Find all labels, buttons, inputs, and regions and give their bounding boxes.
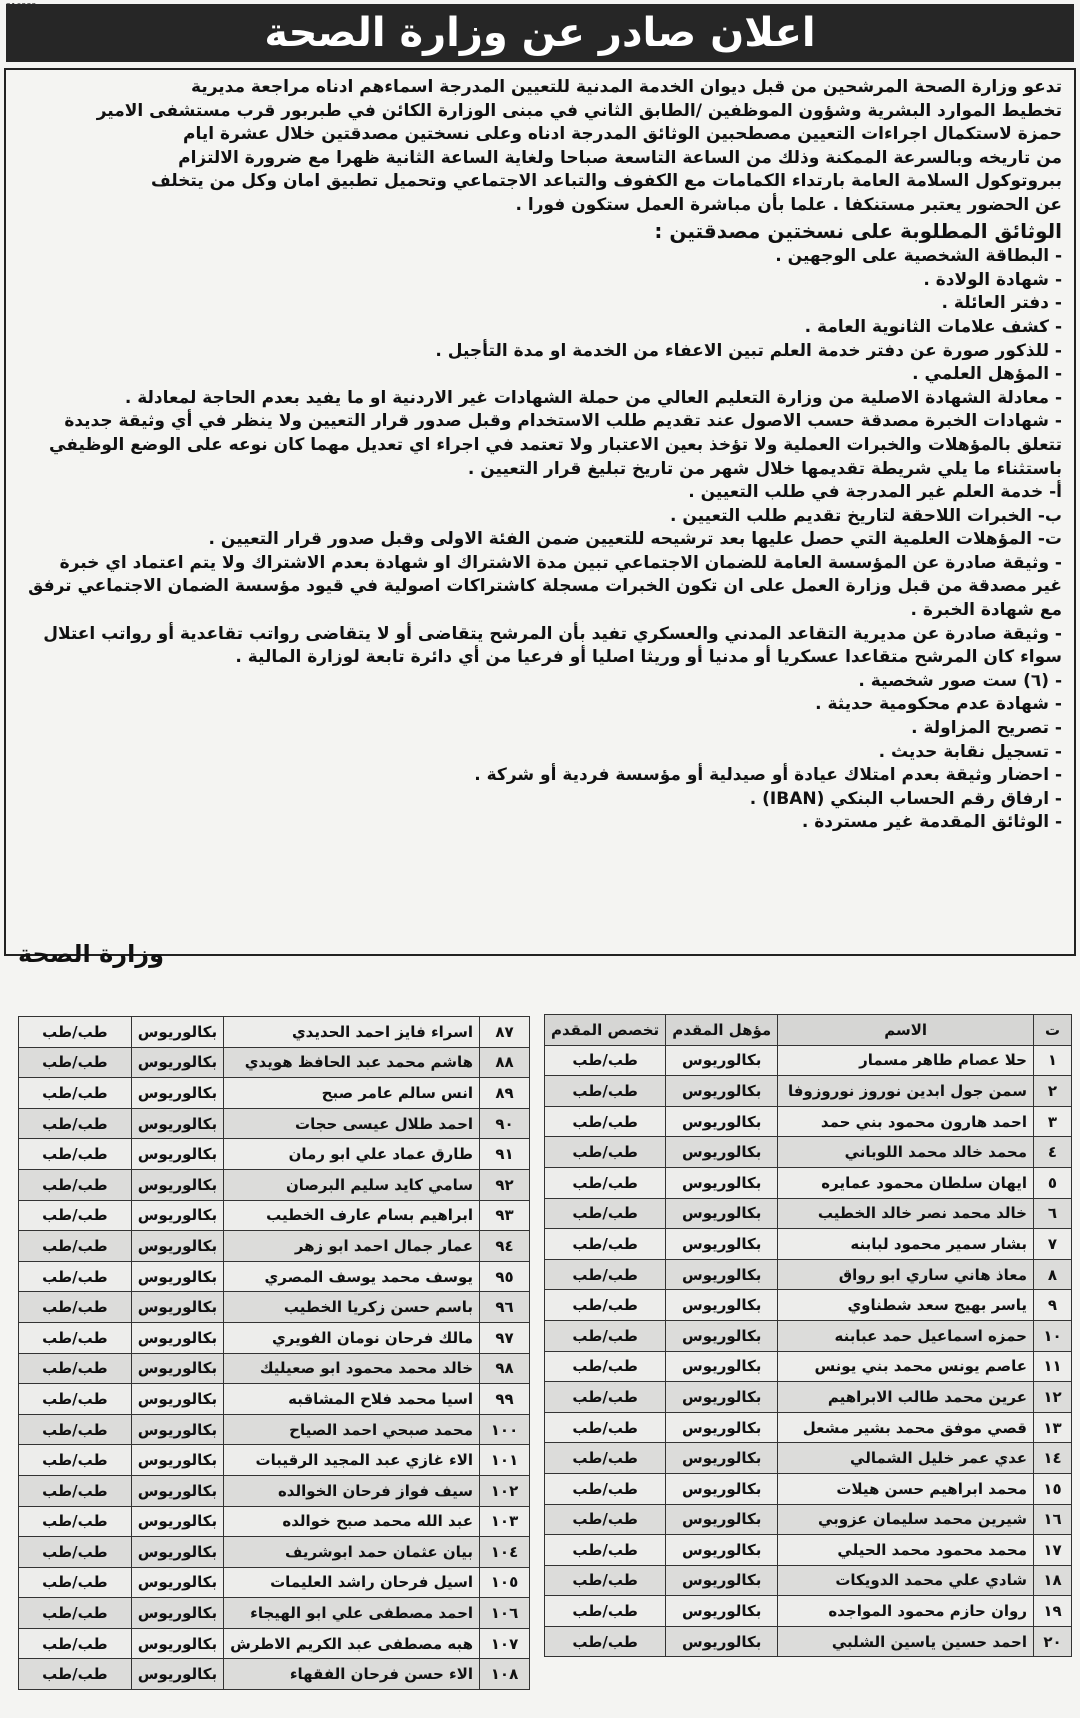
qualification-cell: بكالوريوس	[131, 1139, 223, 1170]
table-row	[19, 1598, 530, 1629]
table-row	[545, 1412, 1072, 1443]
table-row	[545, 1473, 1072, 1504]
qualification-cell: بكالوريوس	[131, 1567, 223, 1598]
qualification-cell: بكالوريوس	[666, 1229, 778, 1260]
candidate-name: عرين محمد طالب الابراهيم	[778, 1382, 1034, 1413]
row-number: ٩٢	[480, 1169, 530, 1200]
specialization-cell: طب/طب	[19, 1628, 132, 1659]
document-item: - الوثائق المقدمة غير مستردة .	[801, 812, 1062, 833]
candidate-name: سامي كايد سليم البرصان	[224, 1169, 480, 1200]
document-item: تتعلق بالمؤهلات والخبرات العملية ولا تؤخذ بعين الاعتبار ولا تعتمد في اجراء اي تعديل مهما كان نوعه على الوضع الوظيفي	[49, 434, 1062, 455]
qualification-cell: بكالوريوس	[131, 1598, 223, 1629]
candidate-name: هاشم محمد عبد الحافظ هويدي	[224, 1047, 480, 1078]
table-row	[545, 1565, 1072, 1596]
row-number: ١٧	[1034, 1535, 1072, 1566]
row-number: ٥	[1034, 1167, 1072, 1198]
qualification-cell: بكالوريوس	[131, 1108, 223, 1139]
qualification-cell: بكالوريوس	[131, 1445, 223, 1476]
specialization-cell: طب/طب	[545, 1473, 666, 1504]
table-row	[545, 1596, 1072, 1627]
specialization-cell: طب/طب	[545, 1259, 666, 1290]
specialization-cell: طب/طب	[19, 1322, 132, 1353]
candidate-name: سيف فواز فرحان الخوالده	[224, 1475, 480, 1506]
document-item: - احضار وثيقة بعدم امتلاك عيادة أو صيدلية أو مؤسسة فردية أو شركة .	[474, 765, 1062, 786]
specialization-cell: طب/طب	[545, 1596, 666, 1627]
page-title: اعلان صادر عن وزارة الصحة	[6, 4, 1074, 62]
candidate-name: اسيا محمد فلاح المشاقبه	[224, 1384, 480, 1415]
row-number: ١٠٣	[480, 1506, 530, 1537]
document-item: - دفتر العائلة .	[941, 293, 1062, 314]
qualification-cell: بكالوريوس	[131, 1506, 223, 1537]
specialization-cell: طب/طب	[19, 1017, 132, 1048]
candidate-name: حمزه اسماعيل حمد عبابنه	[778, 1320, 1034, 1351]
candidate-name: هبه مصطفى عبد الكريم الاطرش	[224, 1628, 480, 1659]
candidate-name: شادي علي محمد الدويكات	[778, 1565, 1034, 1596]
row-number: ٩١	[480, 1139, 530, 1170]
candidate-name: بشار سمير محمود لبابنه	[778, 1229, 1034, 1260]
specialization-cell: طب/طب	[545, 1382, 666, 1413]
intro-line: من تاريخه وبالسرعة الممكنة وذلك من الساعة التاسعة صباحا ولغاية الساعة الثانية ظهرا مع ضرورة الالتزام	[178, 147, 1062, 168]
document-item: - البطاقة الشخصية على الوجهين .	[775, 246, 1062, 267]
candidate-name: روان حازم محمود المواجده	[778, 1596, 1034, 1627]
candidates-table-right	[544, 1014, 1072, 1657]
required-documents-list	[18, 245, 1062, 835]
table-row	[19, 1200, 530, 1231]
row-number: ٩٠	[480, 1108, 530, 1139]
candidates-table-left	[18, 1016, 530, 1690]
row-number: ٨	[1034, 1259, 1072, 1290]
specialization-cell: طب/طب	[545, 1290, 666, 1321]
row-number: ١٦	[1034, 1504, 1072, 1535]
table-row	[545, 1106, 1072, 1137]
qualification-cell: بكالوريوس	[131, 1292, 223, 1323]
specialization-cell: طب/طب	[19, 1384, 132, 1415]
qualification-cell: بكالوريوس	[131, 1475, 223, 1506]
table-row	[19, 1139, 530, 1170]
table-row	[545, 1259, 1072, 1290]
row-number: ١٠٥	[480, 1567, 530, 1598]
qualification-cell: بكالوريوس	[666, 1167, 778, 1198]
table-row	[545, 1535, 1072, 1566]
document-item: - (٦) ست صور شخصية .	[858, 670, 1062, 691]
row-number: ٩٣	[480, 1200, 530, 1231]
header-qualification: مؤهل المقدم	[666, 1015, 778, 1046]
candidate-name: محمد ابراهيم حسن هيلات	[778, 1473, 1034, 1504]
document-item: ت- المؤهلات العلمية التي حصل عليها بعد ترشيحه للتعيين ضمن الفئة الاولى وقبل صدور قرار التعيين .	[208, 529, 1062, 550]
specialization-cell: طب/طب	[545, 1565, 666, 1596]
specialization-cell: طب/طب	[19, 1414, 132, 1445]
candidate-name: محمد صبحي احمد الصياح	[224, 1414, 480, 1445]
table-row	[19, 1353, 530, 1384]
qualification-cell: بكالوريوس	[131, 1231, 223, 1262]
row-number: ٦	[1034, 1198, 1072, 1229]
table-row	[19, 1017, 530, 1048]
row-number: ١٠١	[480, 1445, 530, 1476]
table-row	[545, 1137, 1072, 1168]
candidate-name: اسراء فايز احمد الحديدي	[224, 1017, 480, 1048]
candidate-name: احمد حسين ياسين الشلبي	[778, 1626, 1034, 1657]
qualification-cell: بكالوريوس	[131, 1047, 223, 1078]
table-row	[545, 1076, 1072, 1107]
row-number: ٨٩	[480, 1078, 530, 1109]
specialization-cell: طب/طب	[19, 1108, 132, 1139]
document-item: - تسجيل نقابة حديث .	[878, 741, 1062, 762]
announcement-body	[18, 76, 1062, 835]
table-row	[545, 1382, 1072, 1413]
header-specialization: تخصص المقدم	[545, 1015, 666, 1046]
specialization-cell: طب/طب	[19, 1506, 132, 1537]
specialization-cell: طب/طب	[19, 1475, 132, 1506]
specialization-cell: طب/طب	[19, 1231, 132, 1262]
row-number: ٩	[1034, 1290, 1072, 1321]
specialization-cell: طب/طب	[545, 1626, 666, 1657]
document-item: باستثناء ما يلي شريطة تقديمها خلال شهر من تاريخ تبليغ قرار التعيين .	[467, 458, 1062, 479]
candidate-name: شيرين محمد سليمان عزوبي	[778, 1504, 1034, 1535]
candidate-name: يوسف محمد يوسف المصري	[224, 1261, 480, 1292]
qualification-cell: بكالوريوس	[666, 1626, 778, 1657]
row-number: ١٠٢	[480, 1475, 530, 1506]
specialization-cell: طب/طب	[545, 1504, 666, 1535]
specialization-cell: طب/طب	[19, 1200, 132, 1231]
specialization-cell: طب/طب	[545, 1167, 666, 1198]
candidate-name: احمد هارون محمود بني حمد	[778, 1106, 1034, 1137]
candidate-name: احمد مصطفى علي ابو الهيجاء	[224, 1598, 480, 1629]
row-number: ١٩	[1034, 1596, 1072, 1627]
row-number: ٣	[1034, 1106, 1072, 1137]
table-row	[19, 1261, 530, 1292]
specialization-cell: طب/طب	[545, 1535, 666, 1566]
table-row	[19, 1628, 530, 1659]
specialization-cell: طب/طب	[19, 1139, 132, 1170]
intro-line: حمزة لاستكمال اجراءات التعيين مصطحبين الوثائق المدرجة ادناه وعلى نسختين مصدقتين خلال عشرة ايام	[183, 124, 1062, 145]
row-number: ٨٧	[480, 1017, 530, 1048]
row-number: ٢٠	[1034, 1626, 1072, 1657]
candidate-name: حلا عصام طاهر مسمار	[778, 1045, 1034, 1076]
table-row	[19, 1384, 530, 1415]
table-row	[19, 1506, 530, 1537]
specialization-cell: طب/طب	[19, 1659, 132, 1690]
specialization-cell: طب/طب	[19, 1078, 132, 1109]
table-row	[19, 1445, 530, 1476]
candidate-name: معاذ هاني ساري ابو رواق	[778, 1259, 1034, 1290]
row-number: ٩٦	[480, 1292, 530, 1323]
table-row	[545, 1045, 1072, 1076]
qualification-cell: بكالوريوس	[666, 1290, 778, 1321]
document-item: - المؤهل العلمي .	[912, 364, 1062, 385]
candidate-name: الاء غازي عبد المجيد الرقيبات	[224, 1445, 480, 1476]
intro-paragraph	[18, 76, 1062, 218]
table-row	[19, 1108, 530, 1139]
document-item: - شهادات الخبرة مصدقة حسب الاصول عند تقديم طلب الاستخدام وقبل صدور قرار التعيين ولا ينظر في أي وثيقة جديدة	[64, 411, 1062, 432]
document-item: ب- الخبرات اللاحقة لتاريخ تقديم طلب التعيين .	[670, 505, 1062, 526]
table-row	[19, 1567, 530, 1598]
candidate-name: خالد محمد نصر خالد الخطيب	[778, 1198, 1034, 1229]
specialization-cell: طب/طب	[545, 1412, 666, 1443]
qualification-cell: بكالوريوس	[666, 1106, 778, 1137]
qualification-cell: بكالوريوس	[131, 1659, 223, 1690]
qualification-cell: بكالوريوس	[131, 1017, 223, 1048]
candidate-name: خالد محمد محمود ابو صعيليك	[224, 1353, 480, 1384]
candidate-name: قصي موفق محمد بشير مشعل	[778, 1412, 1034, 1443]
qualification-cell: بكالوريوس	[666, 1412, 778, 1443]
qualification-cell: بكالوريوس	[131, 1537, 223, 1568]
candidate-name: ياسر بهيج سعد شطناوي	[778, 1290, 1034, 1321]
candidate-name: اسيل فرحان راشد العليمات	[224, 1567, 480, 1598]
candidate-name: عمار جمال احمد ابو زهر	[224, 1231, 480, 1262]
row-number: ٩٩	[480, 1384, 530, 1415]
qualification-cell: بكالوريوس	[131, 1169, 223, 1200]
row-number: ١٠٨	[480, 1659, 530, 1690]
qualification-cell: بكالوريوس	[131, 1078, 223, 1109]
table-row	[19, 1047, 530, 1078]
candidate-name: طارق عماد علي ابو رمان	[224, 1139, 480, 1170]
row-number: ٩٥	[480, 1261, 530, 1292]
document-item: - تصريح المزاولة .	[911, 718, 1062, 739]
specialization-cell: طب/طب	[19, 1567, 132, 1598]
qualification-cell: بكالوريوس	[666, 1259, 778, 1290]
specialization-cell: طب/طب	[19, 1353, 132, 1384]
row-number: ٩٧	[480, 1322, 530, 1353]
intro-line: ببروتوكول السلامة العامة بارتداء الكمامات مع الكفوف والتباعد الاجتماعي وتحميل تطبيق امان وكل من يتخلف	[150, 171, 1062, 192]
table-row	[19, 1078, 530, 1109]
qualification-cell: بكالوريوس	[666, 1473, 778, 1504]
row-number: ١٠٦	[480, 1598, 530, 1629]
candidate-name: انس سالم عامر صبح	[224, 1078, 480, 1109]
table-row	[545, 1320, 1072, 1351]
document-item: غير مصدقة من قبل وزارة العمل على ان تكون الخبرات مسجلة كاشتراكات اصولية في قيود مؤسسة الضمان الاجتماعي ترفق	[28, 576, 1062, 597]
intro-line: عن الحضور يعتبر مستنكفا . علما بأن مباشرة العمل ستكون فورا .	[515, 194, 1062, 215]
qualification-cell: بكالوريوس	[131, 1200, 223, 1231]
row-number: ١٢	[1034, 1382, 1072, 1413]
specialization-cell: طب/طب	[545, 1198, 666, 1229]
qualification-cell: بكالوريوس	[666, 1382, 778, 1413]
table-row	[19, 1292, 530, 1323]
table-row	[19, 1537, 530, 1568]
document-item: - وثيقة صادرة عن المؤسسة العامة للضمان الاجتماعي تبين مدة الاشتراك او شهادة بعدم الاشتراك ولا يتم اعتماد اي خبرة	[59, 552, 1062, 573]
document-item: مع شهادة الخبرة .	[910, 600, 1062, 621]
row-number: ١١	[1034, 1351, 1072, 1382]
row-number: ١٥	[1034, 1473, 1072, 1504]
docs-heading: الوثائق المطلوبة على نسختين مصدقتين :	[654, 218, 1062, 243]
document-item: - ارفاق رقم الحساب البنكي (IBAN) .	[749, 788, 1062, 809]
specialization-cell: طب/طب	[545, 1137, 666, 1168]
header-num: ت	[1034, 1015, 1072, 1046]
document-item: سواء كان المرشح متقاعدا عسكريا أو مدنيا أو وريثا اصليا أو فرعيا من أي دائرة تابعة لوزارة المالية .	[235, 647, 1062, 668]
specialization-cell: طب/طب	[545, 1229, 666, 1260]
qualification-cell: بكالوريوس	[666, 1504, 778, 1535]
candidate-name: احمد طلال عيسى حجات	[224, 1108, 480, 1139]
table-row	[545, 1167, 1072, 1198]
row-number: ٨٨	[480, 1047, 530, 1078]
table-row	[545, 1443, 1072, 1474]
candidate-name: باسم حسن زكريا الخطيب	[224, 1292, 480, 1323]
specialization-cell: طب/طب	[19, 1292, 132, 1323]
specialization-cell: طب/طب	[19, 1537, 132, 1568]
qualification-cell: بكالوريوس	[666, 1596, 778, 1627]
candidate-name: ايهان سلطان محمود عمايره	[778, 1167, 1034, 1198]
specialization-cell: طب/طب	[545, 1443, 666, 1474]
table-row	[19, 1475, 530, 1506]
candidate-name: الاء حسن فرحان الفقهاء	[224, 1659, 480, 1690]
row-number: ١٨	[1034, 1565, 1072, 1596]
candidate-name: عبد الله محمد صبح خوالده	[224, 1506, 480, 1537]
table-row	[19, 1414, 530, 1445]
specialization-cell: طب/طب	[19, 1598, 132, 1629]
table-row	[19, 1659, 530, 1690]
specialization-cell: طب/طب	[545, 1351, 666, 1382]
table-row	[545, 1290, 1072, 1321]
candidate-name: مالك فرحان نومان الفويري	[224, 1322, 480, 1353]
candidate-name: محمد خالد محمد اللوباني	[778, 1137, 1034, 1168]
document-item: أ- خدمة العلم غير المدرجة في طلب التعيين .	[688, 482, 1062, 503]
candidate-name: سمن جول ابدين نوروز نوروزوفا	[778, 1076, 1034, 1107]
qualification-cell: بكالوريوس	[666, 1443, 778, 1474]
table-row	[545, 1626, 1072, 1657]
qualification-cell: بكالوريوس	[666, 1045, 778, 1076]
row-number: ١٣	[1034, 1412, 1072, 1443]
document-item: - كشف علامات الثانوية العامة .	[804, 316, 1062, 337]
intro-line: تخطيط الموارد البشرية وشؤون الموظفين /الطابق الثاني في مبنى الوزارة الكائن في طبربور قرب مستشفى الامير	[96, 100, 1062, 121]
row-number: ١٠٠	[480, 1414, 530, 1445]
qualification-cell: بكالوريوس	[666, 1535, 778, 1566]
row-number: ١٠	[1034, 1320, 1072, 1351]
row-number: ٤	[1034, 1137, 1072, 1168]
specialization-cell: طب/طب	[545, 1076, 666, 1107]
document-item: - شهادة عدم محكومية حديثة .	[815, 694, 1062, 715]
candidate-name: عدي عمر خليل الشمالي	[778, 1443, 1034, 1474]
specialization-cell: طب/طب	[19, 1261, 132, 1292]
document-item: - معادلة الشهادة الاصلية من وزارة التعليم العالي من حملة الشهادات غير الاردنية او ما يفيد بعدم الحاجة لمعادلة .	[124, 387, 1062, 408]
specialization-cell: طب/طب	[19, 1047, 132, 1078]
row-number: ٩٨	[480, 1353, 530, 1384]
qualification-cell: بكالوريوس	[666, 1351, 778, 1382]
document-item: - وثيقة صادرة عن مديرية التقاعد المدني والعسكري تفيد بأن المرشح يتقاضى أو لا يتقاضى رواتب تقاعدية أو رواتب اعتلال	[43, 623, 1062, 644]
document-item: - للذكور صورة عن دفتر خدمة العلم تبين الاعفاء من الخدمة او مدة التأجيل .	[435, 340, 1062, 361]
qualification-cell: بكالوريوس	[131, 1384, 223, 1415]
row-number: ٩٤	[480, 1231, 530, 1262]
qualification-cell: بكالوريوس	[131, 1353, 223, 1384]
table-row	[19, 1231, 530, 1262]
candidate-name: عاصم يونس محمد بني يونس	[778, 1351, 1034, 1382]
intro-line: تدعو وزارة الصحة المرشحين من قبل ديوان الخدمة المدنية للتعيين المدرجة اسماءهم ادناه مراجعة مديرية	[191, 77, 1062, 97]
candidate-name: بيان عثمان حمد ابوشريف	[224, 1537, 480, 1568]
specialization-cell: طب/طب	[545, 1106, 666, 1137]
qualification-cell: بكالوريوس	[131, 1261, 223, 1292]
table-row	[545, 1504, 1072, 1535]
table-row	[545, 1351, 1072, 1382]
qualification-cell: بكالوريوس	[666, 1198, 778, 1229]
table-row	[19, 1169, 530, 1200]
specialization-cell: طب/طب	[545, 1320, 666, 1351]
row-number: ٢	[1034, 1076, 1072, 1107]
qualification-cell: بكالوريوس	[666, 1137, 778, 1168]
candidate-name: محمد محمود محمد الحيلي	[778, 1535, 1034, 1566]
header-name: الاسم	[778, 1015, 1034, 1046]
table-row	[19, 1322, 530, 1353]
ministry-signature: وزارة الصحة	[18, 940, 165, 968]
table-row	[545, 1198, 1072, 1229]
qualification-cell: بكالوريوس	[666, 1076, 778, 1107]
qualification-cell: بكالوريوس	[131, 1628, 223, 1659]
candidate-name: ابراهيم بسام عارف الخطيب	[224, 1200, 480, 1231]
qualification-cell: بكالوريوس	[131, 1414, 223, 1445]
row-number: ١٠٧	[480, 1628, 530, 1659]
document-item: - شهادة الولادة .	[923, 269, 1062, 290]
qualification-cell: بكالوريوس	[131, 1322, 223, 1353]
specialization-cell: طب/طب	[545, 1045, 666, 1076]
qualification-cell: بكالوريوس	[666, 1320, 778, 1351]
specialization-cell: طب/طب	[19, 1445, 132, 1476]
row-number: ١٤	[1034, 1443, 1072, 1474]
qualification-cell: بكالوريوس	[666, 1565, 778, 1596]
row-number: ٧	[1034, 1229, 1072, 1260]
table-row	[545, 1229, 1072, 1260]
row-number: ١٠٤	[480, 1537, 530, 1568]
specialization-cell: طب/طب	[19, 1169, 132, 1200]
row-number: ١	[1034, 1045, 1072, 1076]
